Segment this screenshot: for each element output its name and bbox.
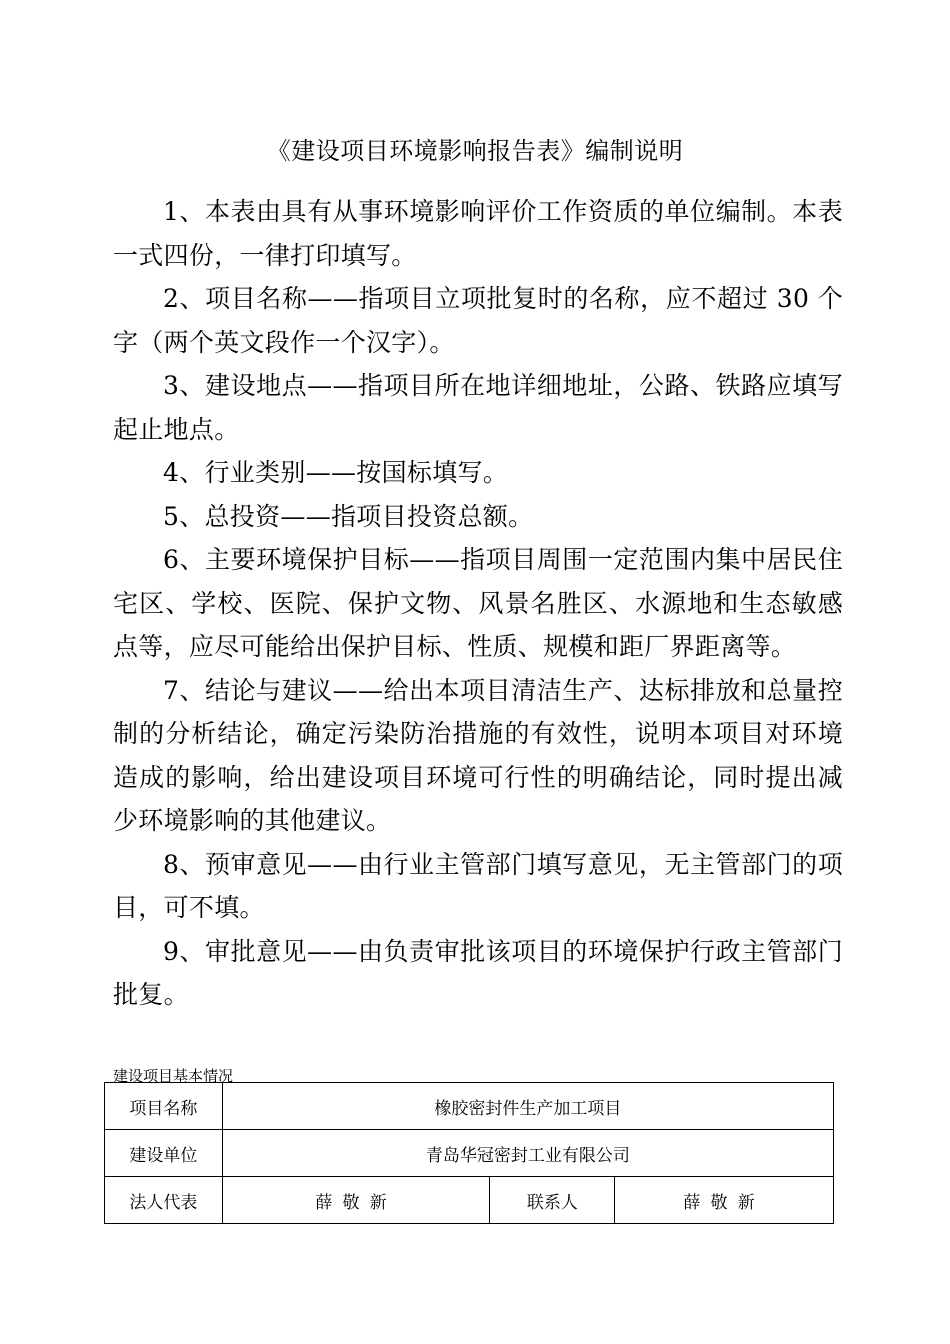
instruction-paragraph-6: 6、主要环境保护目标——指项目周围一定范围内集中居民住宅区、学校、医院、保护文物、风景名胜区、水源地和生态敏感点等，应尽可能给出保护目标、性质、规模和距厂界距离等。 (113, 545, 843, 661)
basic-info-table (104, 1082, 834, 1224)
legal-rep-label: 法人代表 (105, 1177, 223, 1224)
instruction-paragraph-3: 3、建设地点——指项目所在地详细地址，公路、铁路应填写起止地点。 (113, 371, 843, 444)
instruction-paragraph-1: 1、本表由具有从事环境影响评价工作资质的单位编制。本表一式四份，一律打印填写。 (113, 197, 843, 270)
table-row-legal-rep (105, 1177, 834, 1224)
instruction-paragraph-8: 8、预审意见——由行业主管部门填写意见，无主管部门的项目，可不填。 (113, 849, 843, 922)
project-name-value: 橡胶密封件生产加工项目 (222, 1083, 833, 1130)
document-title: 《建设项目环境影响报告表》编制说明 (266, 137, 684, 165)
instruction-paragraph-9: 9、审批意见——由负责审批该项目的环境保护行政主管部门批复。 (113, 936, 843, 1009)
instruction-paragraph-2: 2、项目名称——指项目立项批复时的名称，应不超过 30 个字（两个英文段作一个汉字）。 (113, 284, 843, 357)
instruction-paragraph-5: 5、总投资——指项目投资总额。 (163, 501, 534, 531)
contact-value: 薛敬新 (615, 1177, 834, 1224)
contact-label: 联系人 (490, 1177, 615, 1224)
builder-label: 建设单位 (105, 1130, 223, 1177)
builder-value: 青岛华冠密封工业有限公司 (222, 1130, 833, 1177)
project-name-label: 项目名称 (105, 1083, 223, 1130)
instruction-paragraph-7: 7、结论与建议——给出本项目清洁生产、达标排放和总量控制的分析结论，确定污染防治措施的有效性，说明本项目对环境造成的影响，给出建设项目环境可行性的明确结论，同时提出减少环境影响的其他建议。 (113, 675, 843, 835)
basic-info-caption: 建设项目基本情况 (113, 1067, 234, 1085)
table-row-builder (105, 1130, 834, 1177)
instructions-body (113, 190, 843, 1017)
table-row-project-name (105, 1083, 834, 1130)
instruction-paragraph-4: 4、行业类别——按国标填写。 (163, 458, 509, 487)
legal-rep-value: 薛敬新 (222, 1177, 490, 1224)
